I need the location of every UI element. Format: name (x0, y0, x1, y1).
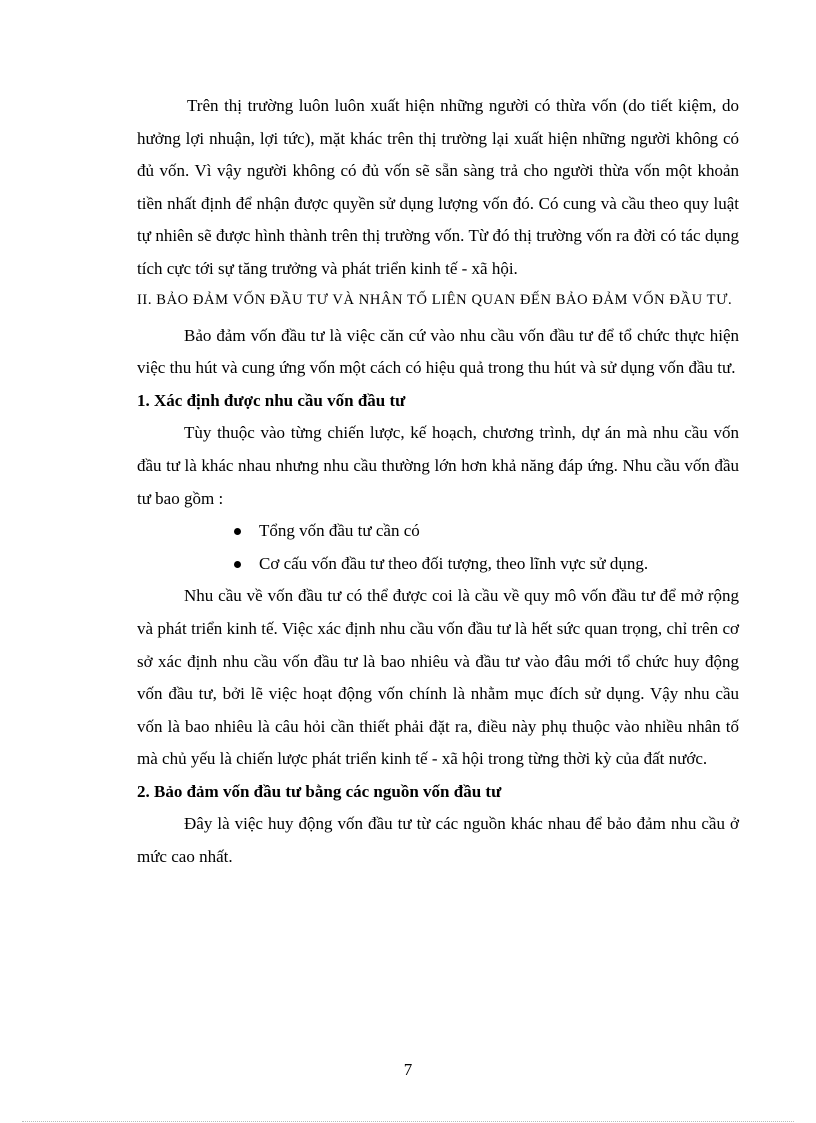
sub1-paragraph-1: Tùy thuộc vào từng chiến lược, kế hoạch, chương trình, dự án mà nhu cầu vốn đầu tư là khác nhau nhưng nhu cầu thường lớn hơn khả năng đáp ứng. Nhu cầu vốn đầu tư bao gồm : (137, 423, 739, 508)
sub2-paragraph-1: Đây là việc huy động vốn đầu tư từ các nguồn khác nhau để bảo đảm nhu cầu ở mức cao nhất. (137, 814, 739, 867)
footer-divider (22, 1121, 794, 1122)
subheading-1: 1. Xác định được nhu cầu vốn đầu tư (137, 390, 406, 410)
page-content (137, 90, 739, 874)
list-item (137, 515, 739, 548)
page-number: 7 (403, 1060, 413, 1079)
sub1-paragraph-2: Nhu cầu về vốn đầu tư có thể được coi là cầu về quy mô vốn đầu tư để mở rộng và phát triển kinh tế. Việc xác định nhu cầu vốn đầu tư là hết sức quan trọng, chỉ trên cơ sở xác định nhu cầu vốn đầu tư là bao nhiêu và đầu tư vào đâu mới tổ chức huy động vốn đầu tư, bởi lẽ việc hoạt động vốn chính là nhằm mục đích sử dụng. Vậy nhu cầu vốn là bao nhiêu là câu hỏi cần thiết phải đặt ra, điều này phụ thuộc vào nhiều nhân tố mà chủ yếu là chiến lược phát triển kinh tế - xã hội trong từng thời kỳ của đất nước. (137, 586, 739, 769)
section-intro-paragraph: Bảo đảm vốn đầu tư là việc căn cứ vào nhu cầu vốn đầu tư để tổ chức thực hiện việc thu hút và cung ứng vốn một cách có hiệu quả trong thu hút và sử dụng vốn đầu tư. (137, 325, 739, 378)
subheading-2: 2. Bảo đảm vốn đầu tư bằng các nguồn vốn đầu tư (137, 781, 502, 801)
bullet-icon (234, 528, 241, 535)
section-heading: II. BẢO ĐẢM VỐN ĐẦU TƯ VÀ NHÂN TỐ LIÊN QUAN ĐẾN BẢO ĐẢM VỐN ĐẦU TƯ. (137, 291, 733, 308)
bullet-icon (234, 561, 241, 568)
list-item-text: Tổng vốn đầu tư cần có (259, 521, 420, 541)
list-item-text: Cơ cấu vốn đầu tư theo đối tượng, theo lĩnh vực sử dụng. (259, 553, 649, 573)
bullet-list (137, 515, 739, 580)
list-item (137, 548, 739, 581)
intro-paragraph: Trên thị trường luôn luôn xuất hiện những người có thừa vốn (do tiết kiệm, do hưởng lợi nhuận, lợi tức), mặt khác trên thị trường lại xuất hiện những người không có đủ vốn. Vì vậy người không có đủ vốn sẽ sẵn sàng trả cho người thừa vốn một khoản tiền nhất định để nhận được quyền sử dụng lượng vốn đó. Có cung và cầu theo quy luật tự nhiên sẽ được hình thành trên thị trường vốn. Từ đó thị trường vốn ra đời có tác dụng tích cực tới sự tăng trưởng và phát triển kinh tế - xã hội. (137, 96, 739, 278)
